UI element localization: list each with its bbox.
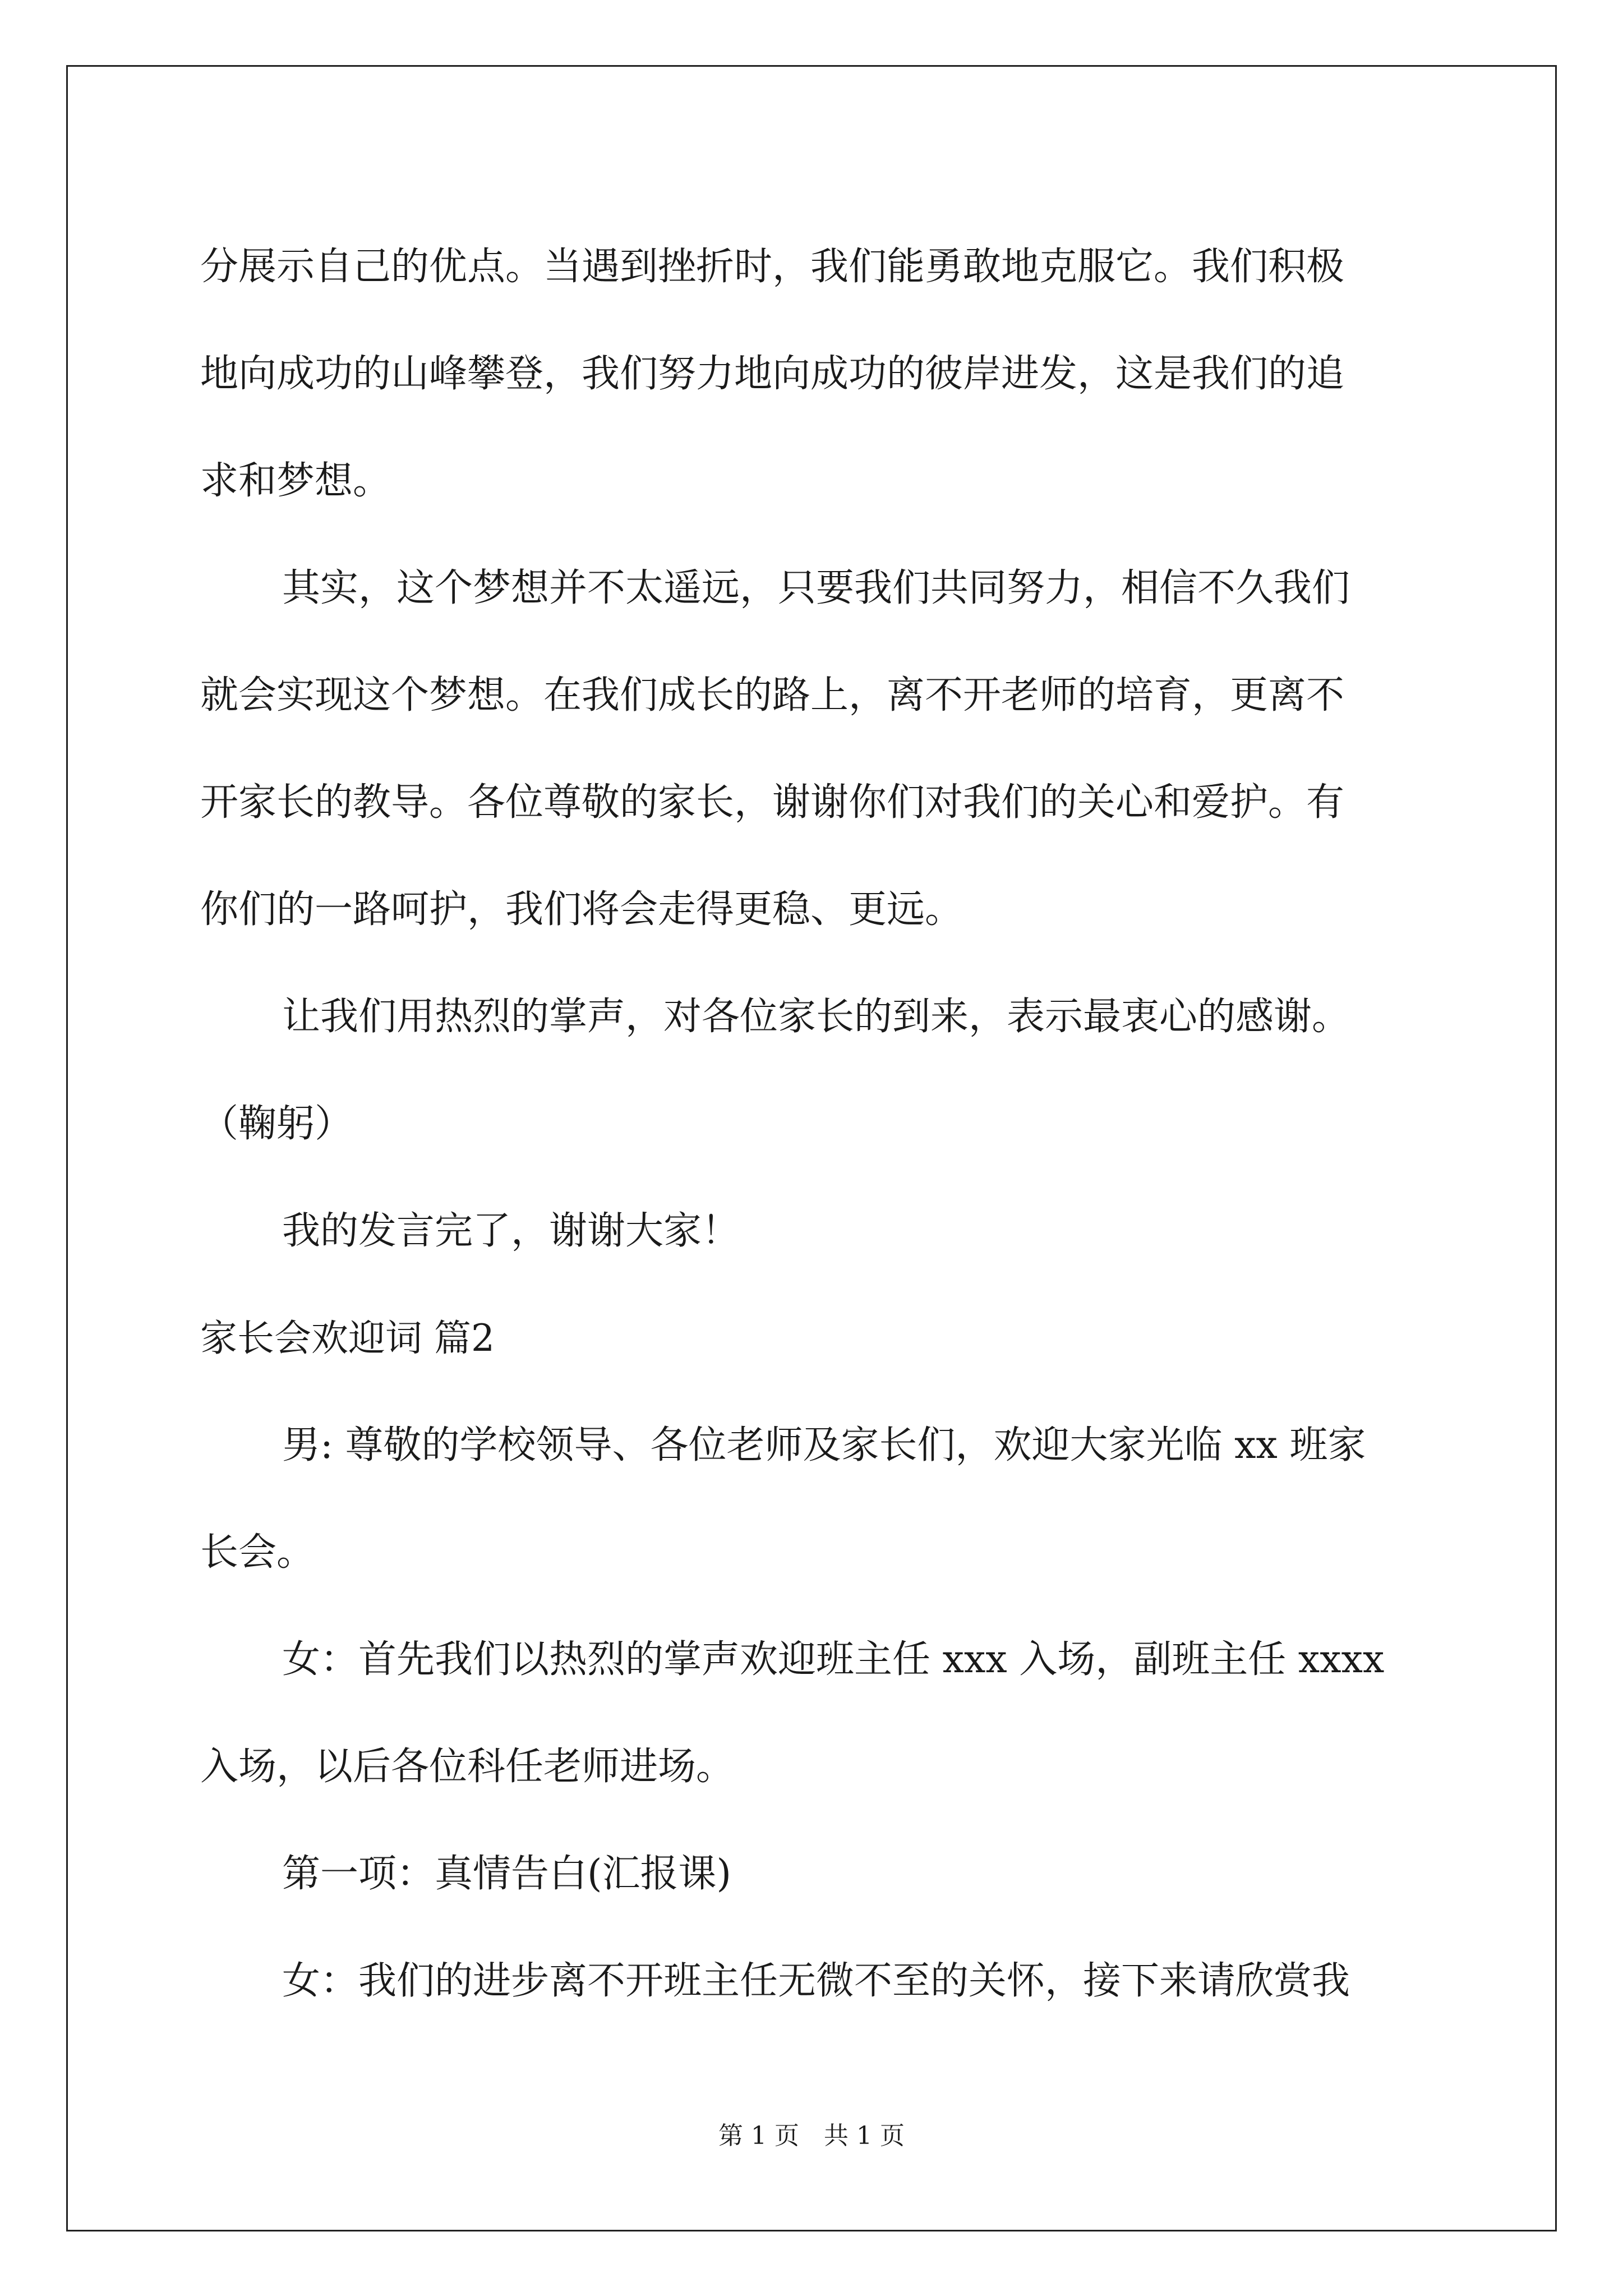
paragraph-line: 就会实现这个梦想。在我们成长的路上，离不开老师的培育，更离不	[200, 673, 1345, 717]
paragraph-line: 你们的一路呵护，我们将会走得更稳、更远。	[200, 887, 963, 932]
page-footer: 第 1 页 共 1 页	[718, 2122, 905, 2150]
paragraph-line: 其实，这个梦想并不太遥远，只要我们共同努力，相信不久我们	[282, 566, 1350, 610]
paragraph-line: 求和梦想。	[200, 459, 391, 503]
paragraph-line: 开家长的教导。各位尊敬的家长，谢谢你们对我们的关心和爱护。有	[200, 780, 1345, 825]
paragraph-line: 我的发言完了，谢谢大家！	[282, 1209, 740, 1253]
paragraph-line: 入场，以后各位科任老师进场。	[200, 1745, 735, 1789]
paragraph-line: 男: 尊敬的学校领导、各位老师及家长们，欢迎大家光临 xx 班家	[282, 1423, 1366, 1467]
paragraph-line: （鞠躬）	[200, 1102, 353, 1146]
paragraph-line: 长会。	[200, 1530, 315, 1575]
paragraph-line: 女：我们的进步离不开班主任无微不至的关怀，接下来请欣赏我	[282, 1959, 1350, 2003]
paragraph-line: 第一项：真情告白(汇报课)	[282, 1852, 732, 1896]
paragraph-line: 分展示自己的优点。当遇到挫折时，我们能勇敢地克服它。我们积极	[200, 245, 1345, 289]
document-body	[200, 213, 1426, 2035]
paragraph-line: 地向成功的山峰攀登，我们努力地向成功的彼岸进发，这是我们的追	[200, 352, 1345, 396]
paragraph-line: 女：首先我们以热烈的掌声欢迎班主任 xxx 入场，副班主任 xxxx	[282, 1637, 1385, 1682]
paragraph-line: 让我们用热烈的掌声，对各位家长的到来，表示最衷心的感谢。	[282, 995, 1350, 1039]
section-heading: 家长会欢迎词 篇2	[200, 1317, 495, 1360]
